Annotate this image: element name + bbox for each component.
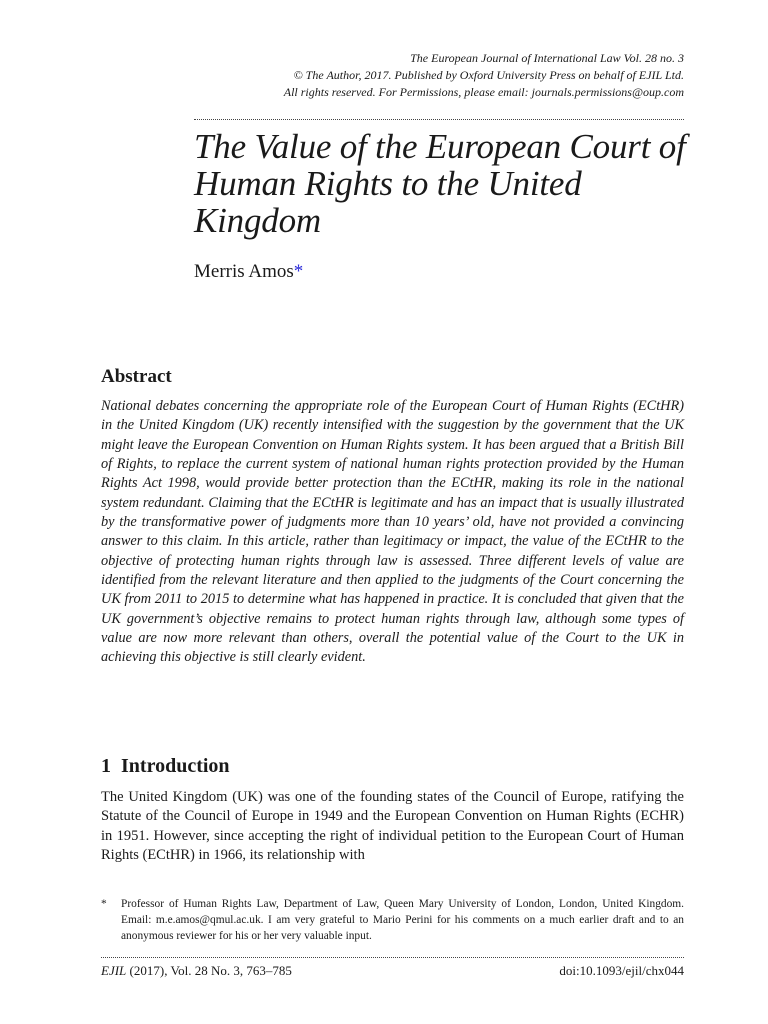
footnote — [101, 896, 684, 944]
header-divider — [194, 119, 684, 120]
footer-citation — [101, 962, 292, 980]
introduction-text: The United Kingdom (UK) was one of the founding states of the Council of Europe, ratifying the Statute of the Council of Europe in 1949 and the European Convention on Human Rights (ECHR) in 1951. However, since accepting the right of individual petition to the European Court of Human Rights (ECtHR) in 1966, its relationship with — [101, 789, 684, 863]
abstract-heading: Abstract — [101, 366, 172, 387]
header-line-copyright: © The Author, 2017. Published by Oxford University Press on behalf of EJIL Ltd. — [293, 68, 684, 82]
header-line-permissions: All rights reserved. For Permissions, please email: journals.permissions@oup.com — [283, 85, 684, 99]
footnote-text: Professor of Human Rights Law, Department of Law, Queen Mary University of London, London, United Kingdom. Email: m.e.amos@qmul.ac.uk. I am very grateful to Mario Perini for his comments on a much earlier draft and to an anonymous reviewer for his or her very valuable input. — [121, 898, 684, 942]
section-number: 1 — [101, 755, 111, 777]
author-footnote-link[interactable]: * — [293, 261, 304, 282]
footer-journal: EJIL — [101, 963, 127, 978]
section-title: Introduction — [121, 755, 230, 777]
footer-volume: (2017), Vol. 28 No. 3, 763–785 — [126, 963, 292, 978]
footer-divider — [101, 957, 684, 958]
journal-header — [284, 50, 684, 101]
header-line-journal: The European Journal of International Law Vol. 28 no. 3 — [410, 51, 684, 65]
footnote-mark: * — [101, 898, 107, 910]
abstract-text: National debates concerning the appropriate role of the European Court of Human Rights (ECtHR) in the United Kingdom (UK) recently intensified with the suggestion by the government that the UK might leave the European Convention on Human Rights system. It has been argued that a British Bill of Rights, to replace the current system of national human rights protection provided by the Human Rights Act 1998, would provide better protection than the ECtHR, making its role in the national system redundant. Claiming that the ECtHR is legitimate and has an impact that is usually illustrated by the transformative power of judgments more than 10 years’ old, have not provided a convincing answer to this claim. In this article, rather than legitimacy or impact, the value of the ECtHR to the objective of protecting human rights through law is assessed. Three different levels of value are identified from the relevant literature and then applied to the judgments of the Court concerning the UK from 2011 to 2015 to determine what has happened in practice. It is concluded that given that the UK government’s objective remains to protect human rights through law, although some types of value are now more relevant than others, overall the potential value of the Court to the UK in achieving this objective is still clearly evident. — [101, 398, 684, 666]
author-name: Merris Amos — [194, 261, 294, 282]
footer-doi[interactable]: doi:10.1093/ejil/chx044 — [559, 963, 684, 978]
section-heading-introduction — [101, 755, 230, 778]
article-author — [194, 261, 303, 283]
article-title: The Value of the European Court of Human Rights to the United Kingdom — [194, 127, 686, 240]
